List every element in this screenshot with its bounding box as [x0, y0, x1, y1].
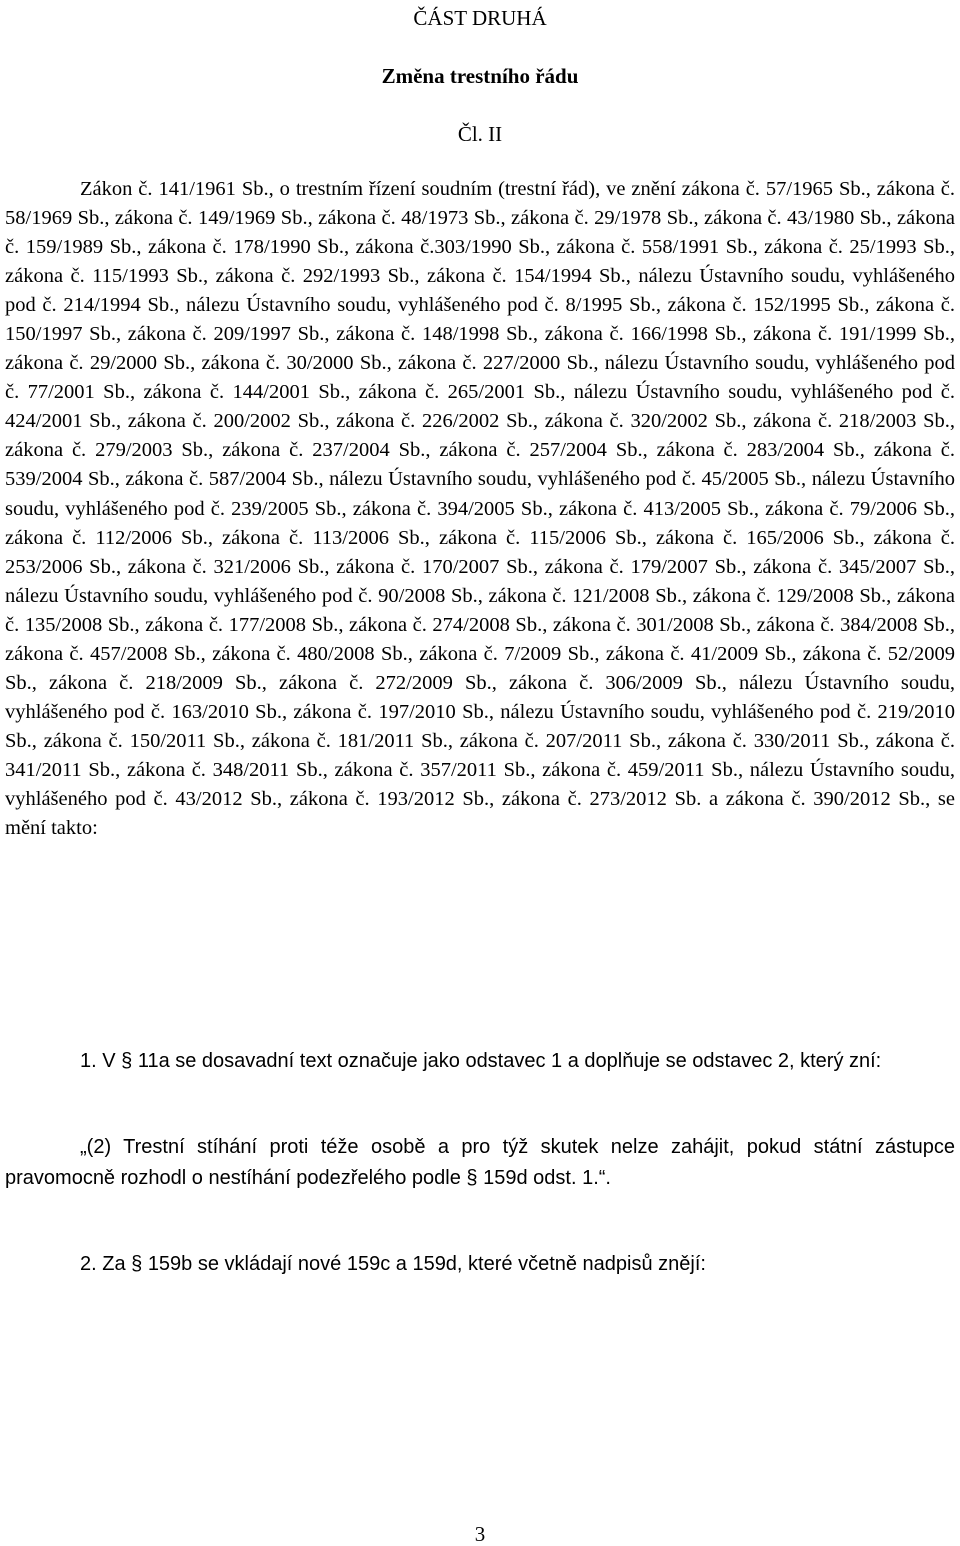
- article-heading: Čl. II: [457, 122, 503, 146]
- amendment-item-2: 2. Za § 159b se vkládají nové 159c a 159d, které včetně nadpisů znějí:: [80, 1253, 706, 1275]
- intro-paragraph: Zákon č. 141/1961 Sb., o trestním řízení soudním (trestní řád), ve znění zákona č. 57/1965 Sb., zákona č. 58/1969 Sb., zákona č. 149/1969 Sb., zákona č. 48/1973 Sb., zákona č. 29/1978 Sb., zákona č. 43/1980 Sb., zákona č. 159/1989 Sb., zákona č. 178/1990 Sb., zákona č.303/1990 Sb., zákona č. 558/1991 Sb., zákona č. 25/1993 Sb., zákona č. 115/1993 Sb., zákona č. 292/1993 Sb., zákona č. 154/1994 Sb., nálezu Ústavního soudu, vyhlášeného pod č. 214/1994 Sb., nálezu Ústavního soudu, vyhlášeného pod č. 8/1995 Sb., zákona č. 152/1995 Sb., zákona č. 150/1997 Sb., zákona č. 209/1997 Sb., zákona č. 148/1998 Sb., zákona č. 166/1998 Sb., zákona č. 191/1999 Sb., zákona č. 29/2000 Sb., zákona č. 30/2000 Sb., zákona č. 227/2000 Sb., nálezu Ústavního soudu, vyhlášeného pod č. 77/2001 Sb., zákona č. 144/2001 Sb., zákona č. 265/2001 Sb., nálezu Ústavního soudu, vyhlášeného pod č. 424/2001 Sb., zákona č. 200/2002 Sb., zákona č. 226/2002 Sb., zákona č. 320/2002 Sb., zákona č. 218/2003 Sb., zákona č. 279/2003 Sb., zákona č. 237/2004 Sb., zákona č. 257/2004 Sb., zákona č. 283/2004 Sb., zákona č. 539/2004 Sb., zákona č. 587/2004 Sb., nálezu Ústavního soudu, vyhlášeného pod č. 45/2005 Sb., nálezu Ústavního soudu, vyhlášeného pod č. 239/2005 Sb., zákona č. 394/2005 Sb., zákona č. 413/2005 Sb., zákona č. 79/2006 Sb., zákona č. 112/2006 Sb., zákona č. 113/2006 Sb., zákona č. 115/2006 Sb., zákona č. 165/2006 Sb., zákona č. 253/2006 Sb., zákona č. 321/2006 Sb., zákona č. 170/2007 Sb., zákona č. 179/2007 Sb., zákona č. 345/2007 Sb., nálezu Ústavního soudu, vyhlášeného pod č. 90/2008 Sb., zákona č. 121/2008 Sb., zákona č. 129/2008 Sb., zákona č. 135/2008 Sb., zákona č. 177/2008 Sb., zákona č. 274/2008 Sb., zákona č. 301/2008 Sb., zákona č. 384/2008 Sb., zákona č. 457/2008 Sb., zákona č. 480/2008 Sb., zákona č. 7/2009 Sb., zákona č. 41/2009 Sb., zákona č. 52/2009 Sb., zákona č. 218/2009 Sb., zákona č. 272/2009 Sb., zákona č. 306/2009 Sb., nálezu Ústavního soudu, vyhlášeného pod č. 163/2010 Sb., zákona č. 197/2010 Sb., nálezu Ústavního soudu, vyhlášeného pod č. 219/2010 Sb., zákona č. 150/2011 Sb., zákona č. 181/2011 Sb., zákona č. 207/2011 Sb., zákona č. 330/2011 Sb., zákona č. 341/2011 Sb., zákona č. 348/2011 Sb., zákona č. 357/2011 Sb., zákona č. 459/2011 Sb., nálezu Ústavního soudu, vyhlášeného pod č. 43/2012 Sb., zákona č. 193/2012 Sb., zákona č. 273/2012 Sb. a zákona č. 390/2012 Sb., se mění takto:: [5, 178, 955, 840]
- amendment-item-1: 1. V § 11a se dosavadní text označuje jako odstavec 1 a doplňuje se odstavec 2, který zní:: [80, 1050, 882, 1072]
- part-title: ČÁST DRUHÁ: [413, 6, 547, 30]
- law-title: Změna trestního řádu: [381, 64, 579, 88]
- amendment-item-1-quote: „(2) Trestní stíhání proti téže osobě a pro týž skutek nelze zahájit, pokud státní zástupce pravomocně rozhodl o nestíhání podezřelého podle § 159d odst. 1.“.: [5, 1136, 955, 1189]
- page-number: 3: [474, 1522, 486, 1546]
